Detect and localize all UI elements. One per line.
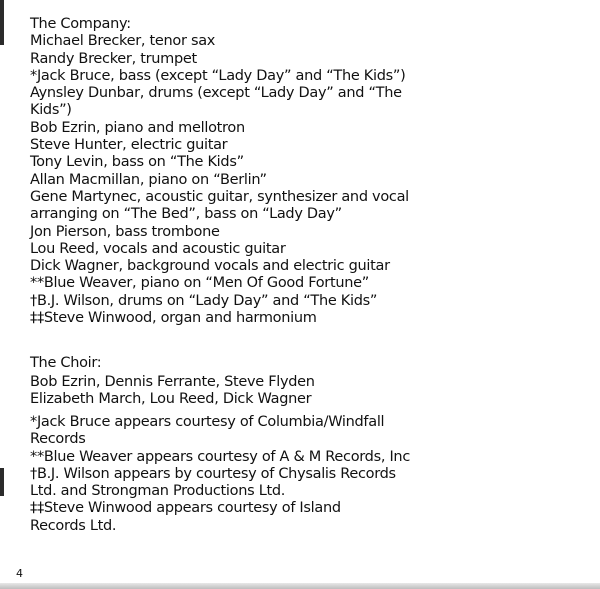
courtesy-line: ‡‡Steve Winwood appears courtesy of Island [30, 500, 341, 517]
company-heading: The Company: [30, 16, 131, 32]
courtesy-notes [30, 414, 590, 535]
choir-section-heading [30, 355, 590, 372]
credit-line: Gene Martynec, acoustic guitar, synthesizer and vocal [30, 188, 409, 205]
choir-line: Elizabeth March, Lou Reed, Dick Wagner [30, 391, 312, 408]
credit-line: †B.J. Wilson, drums on “Lady Day” and “The Kids” [30, 292, 378, 309]
credit-line: Randy Brecker, trumpet [30, 50, 197, 67]
credit-line: arranging on “The Bed”, bass on “Lady Day” [30, 206, 342, 223]
courtesy-line: Records Ltd. [30, 517, 117, 534]
credit-line: Lou Reed, vocals and acoustic guitar [30, 240, 286, 257]
credit-line: ‡‡Steve Winwood, organ and harmonium [30, 310, 317, 327]
credit-line: Michael Brecker, tenor sax [30, 33, 216, 50]
credit-line: Kids”) [30, 102, 72, 119]
credit-line: Tony Levin, bass on “The Kids” [30, 154, 244, 171]
credit-line: Steve Hunter, electric guitar [30, 137, 228, 154]
courtesy-line: †B.J. Wilson appears by courtesy of Chysalis Records [30, 465, 396, 482]
choir-heading: The Choir: [30, 355, 102, 371]
credit-line: Aynsley Dunbar, drums (except “Lady Day” and “The [30, 85, 402, 102]
credit-line: Dick Wagner, background vocals and electric guitar [30, 258, 390, 275]
credit-line: Bob Ezrin, piano and mellotron [30, 119, 245, 136]
courtesy-line: **Blue Weaver appears courtesy of A & M Records, Inc [30, 448, 410, 465]
courtesy-line: Records [30, 431, 86, 448]
scan-edge-top [0, 0, 4, 45]
credit-line: Jon Pierson, bass trombone [30, 223, 220, 240]
courtesy-line: *Jack Bruce appears courtesy of Columbia/Windfall [30, 414, 385, 430]
page-bottom-edge [0, 583, 600, 589]
credit-line: *Jack Bruce, bass (except “Lady Day” and “The Kids”) [30, 67, 406, 84]
credit-line: **Blue Weaver, piano on “Men Of Good Fortune” [30, 275, 369, 292]
courtesy-line: Ltd. and Strongman Productions Ltd. [30, 483, 286, 500]
credit-line: Allan Macmillan, piano on “Berlin” [30, 171, 267, 188]
company-section [30, 16, 590, 327]
choir-line: Bob Ezrin, Dennis Ferrante, Steve Flyden [30, 374, 315, 390]
choir-section [30, 374, 590, 409]
scan-edge-mid [0, 468, 4, 496]
page-number: 4 [16, 567, 23, 580]
